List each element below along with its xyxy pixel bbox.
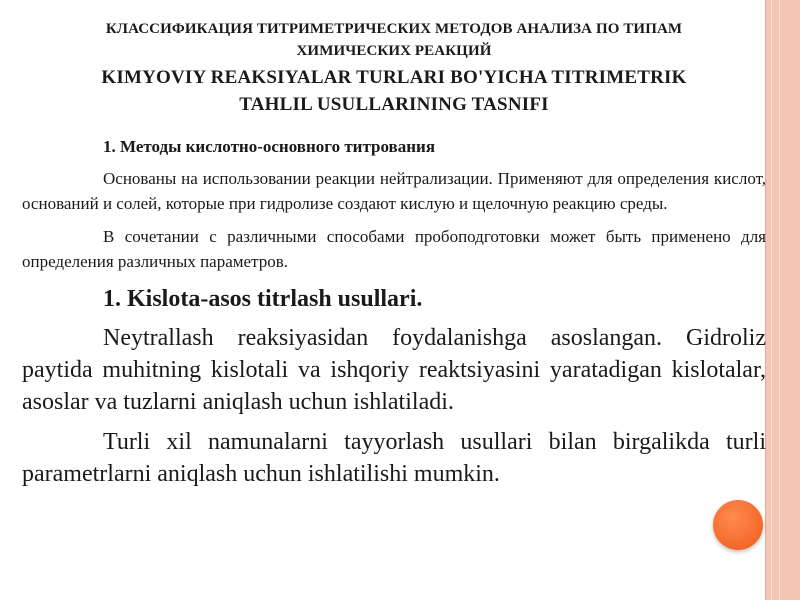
uz-paragraph-1: Neytrallash reaksiyasidan foydalanishga asoslangan. Gidroliz paytida muhitning kislotali va ishqoriy reaktsiyasini yaratadigan kislotalar, asoslar va tuzlarni aniqlash uchun ishlatiladi. (22, 325, 766, 415)
right-frame-line-inner-2 (779, 0, 780, 600)
title-uz-line1: KIMYOVIY REAKSIYALAR TURLARI BO'YICHA TITRIMETRIK (101, 67, 687, 88)
uz-paragraph-2: Turli xil namunalarni tayyorlash usullari bilan birgalikda turli parametrlarni aniqlash uchun ishlatilishi mumkin. (22, 429, 766, 487)
title-uz-line2: TAHLIL USULLARINING TASNIFI (239, 94, 549, 115)
title-ru-line1: КЛАССИФИКАЦИЯ ТИТРИМЕТРИЧЕСКИХ МЕТОДОВ АНАЛИЗА ПО ТИПАМ (105, 21, 683, 37)
uz-section-heading: 1. Kislota-asos titrlash usullari. (103, 286, 423, 312)
ru-paragraph-2: В сочетании с различными способами пробоподготовки может быть применено для определения различных параметров. (22, 227, 766, 271)
slide-content (22, 18, 766, 490)
title-ru-line2: ХИМИЧЕСКИХ РЕАКЦИЙ (296, 43, 492, 59)
slide-title-uz (22, 64, 766, 118)
slide-title-ru (22, 18, 766, 62)
right-frame-line-inner (771, 0, 772, 600)
orange-circle-decoration (713, 500, 763, 550)
ru-section-heading: 1. Методы кислотно-основного титрования (103, 137, 436, 156)
ru-paragraph-1: Основаны на использовании реакции нейтрализации. Применяют для определения кислот, оснований и солей, которые при гидролизе создают кислую и щелочную реакцию среды. (22, 169, 766, 213)
